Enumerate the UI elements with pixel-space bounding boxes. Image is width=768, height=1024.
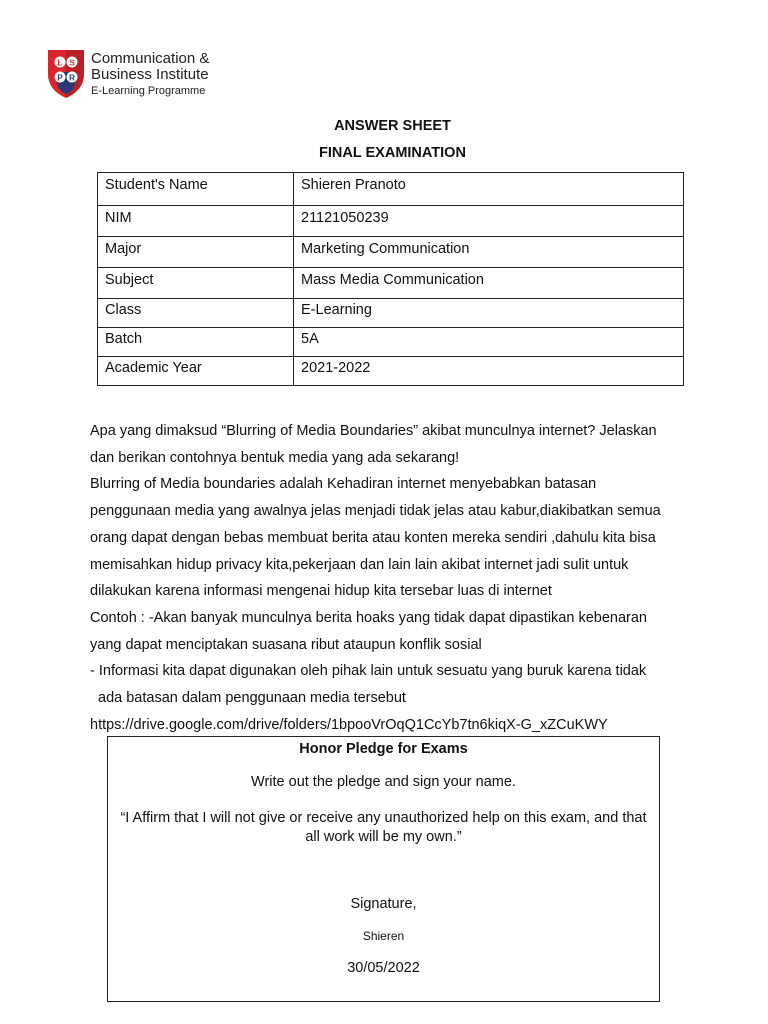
answer-line: Blurring of Media boundaries adalah Kehadiran internet menyebabkan batasan <box>90 476 597 493</box>
row-label: Batch <box>98 328 294 357</box>
table-row <box>98 237 684 268</box>
example-line: - Informasi kita dapat digunakan oleh pihak lain untuk sesuatu yang buruk karena tidak <box>90 663 647 680</box>
pledge-title: Honor Pledge for Exams <box>299 741 468 757</box>
signature-date: 30/05/2022 <box>347 960 420 976</box>
shield-letter: S <box>69 58 75 68</box>
row-label: NIM <box>98 206 294 237</box>
answer-body <box>90 418 700 738</box>
drive-link[interactable]: https://drive.google.com/drive/folders/1bpooVrOqQ1CcYb7tn6kiqX-G_xZCuKWY <box>90 716 608 733</box>
signature-label: Signature, <box>350 896 417 912</box>
question-line: dan berikan contohnya bentuk media yang ada sekarang! <box>90 449 460 466</box>
row-value: Mass Media Communication <box>294 268 684 299</box>
row-label: Major <box>98 237 294 268</box>
shield-letter: P <box>57 73 63 83</box>
table-row <box>98 173 684 206</box>
honor-pledge-box <box>107 736 660 1002</box>
signer-name: Shieren <box>362 929 405 943</box>
row-value: E-Learning <box>294 299 684 328</box>
answer-line: penggunaan media yang awalnya jelas menjadi tidak jelas atau kabur,diakibatkan semua <box>90 503 661 520</box>
table-row <box>98 206 684 237</box>
example-line: yang dapat menciptakan suasana ribut ataupun konflik sosial <box>90 636 482 653</box>
logo-text <box>91 51 209 97</box>
shield-letter: L <box>57 58 63 68</box>
row-value: Shieren Pranoto <box>294 173 684 206</box>
row-label: Academic Year <box>98 357 294 386</box>
table-row <box>98 268 684 299</box>
logo-line-1: Communication & <box>91 50 210 67</box>
institute-logo <box>46 48 226 104</box>
question-line: Apa yang dimaksud “Blurring of Media Boundaries” akibat munculnya internet? Jelaskan <box>90 423 657 439</box>
logo-line-2: Business Institute <box>91 66 209 83</box>
answer-line: dilakukan karena informasi mengenai hidup kita tersebar luas di internet <box>90 583 552 600</box>
shield-letter: R <box>69 73 75 83</box>
student-info-table <box>97 172 684 386</box>
table-row <box>98 328 684 357</box>
final-examination-title: FINAL EXAMINATION <box>319 145 466 161</box>
table-row <box>98 299 684 328</box>
pledge-quote: “I Affirm that I will not give or receive any unauthorized help on this exam, and that all work will be my own.” <box>120 810 647 845</box>
row-label: Subject <box>98 268 294 299</box>
answer-line: memisahkan hidup privacy kita,pekerjaan dan lain lain akibat internet jadi sulit untuk <box>90 556 629 573</box>
row-label: Student's Name <box>98 173 294 206</box>
logo-line-3: E-Learning Programme <box>91 85 206 97</box>
row-value: 5A <box>294 328 684 357</box>
row-value: Marketing Communication <box>294 237 684 268</box>
answer-line: orang dapat dengan bebas membuat berita atau konten mereka sendiri ,dahulu kita bisa <box>90 529 656 546</box>
example-line: ada batasan dalam penggunaan media tersebut <box>98 690 406 707</box>
table-row <box>98 357 684 386</box>
answer-sheet-title: ANSWER SHEET <box>334 118 451 134</box>
pledge-instruction: Write out the pledge and sign your name. <box>251 774 516 790</box>
row-value: 2021-2022 <box>294 357 684 386</box>
row-value: 21121050239 <box>294 206 684 237</box>
row-label: Class <box>98 299 294 328</box>
shield-logo-icon <box>46 48 86 100</box>
example-line: Contoh : -Akan banyak munculnya berita hoaks yang tidak dapat dipastikan kebenaran <box>90 609 647 626</box>
